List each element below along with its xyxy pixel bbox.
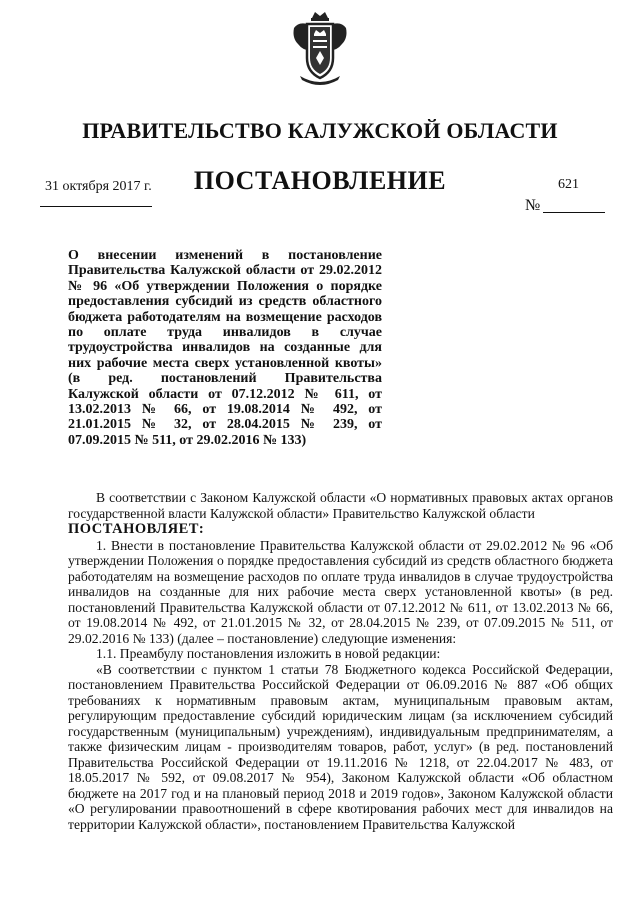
preamble-paragraph bbox=[68, 490, 613, 521]
coat-of-arms-emblem bbox=[290, 10, 350, 90]
resolves-keyword: ПОСТАНОВЛЯЕТ: bbox=[68, 521, 205, 537]
document-type-heading: ПОСТАНОВЛЕНИЕ bbox=[193, 166, 447, 195]
resolves-paragraph bbox=[68, 521, 613, 538]
document-number: 621 bbox=[558, 177, 579, 192]
number-sign: № bbox=[525, 197, 541, 214]
date-underline bbox=[40, 206, 152, 207]
item-1-paragraph: 1. Внести в постановление Правительства Калужской области от 29.02.2012 № 96 «Об утверждении Положения о порядке предоставления субсидий из средств областного бюджета работодателям на возмещение расходов по оплате труда инвалидов в случае трудоустройства инвалидов на созданные для них рабочие места сверх установленной квоты» (в ред. постановлений Правительства Калужской области от 07.12.2012 № 611, от 13.02.2013 № 66, от 19.08.2014 № 492, от 21.01.2015 № 32, от 28.04.2015 № 239, от 07.09.2015 № 511, от 29.02.2016 № 133) (далее – постановление) следующие изменения: bbox=[68, 537, 613, 646]
government-title: ПРАВИТЕЛЬСТВО КАЛУЖСКОЙ ОБЛАСТИ bbox=[82, 118, 558, 143]
number-underline bbox=[543, 212, 605, 213]
document-date: 31 октября 2017 г. bbox=[45, 179, 152, 194]
document-body bbox=[68, 490, 613, 832]
quoted-preamble-paragraph: «В соответствии с пунктом 1 статьи 78 Бюджетного кодекса Российской Федерации, постановлением Правительства Российской Федерации от 06.09.2016 № 887 «Об общих требованиях к нормативным правовым актам, муниципальным правовым актам, регулирующим предоставление субсидий юридическим лицам (за исключением субсидий государственным (муниципальным) учреждениям), индивидуальным предпринимателям, а также физическим лицам - производителям товаров, работ, услуг» (в ред. постановлений Правительства Российской Федерации от 19.11.2016 № 1218, от 22.04.2017 № 483, от 18.05.2017 № 592, от 09.08.2017 № 954), Законом Калужской области «Об областном бюджете на 2017 год и на плановый период 2018 и 2019 годов», Законом Калужской области «О регулировании правоотношений в сфере квотирования рабочих мест для инвалидов на территории Калужской области», постановлением Правительства Калужской bbox=[68, 661, 613, 832]
preamble-text: В соответствии с Законом Калужской области «О нормативных правовых актах органов государственной власти Калужской области» Правительство Калужской области bbox=[68, 490, 613, 521]
item-1-1-paragraph: 1.1. Преамбулу постановления изложить в новой редакции: bbox=[96, 646, 441, 661]
document-subject: О внесении изменений в постановление Правительства Калужской области от 29.02.2012 № 96 «Об утверждении Положения о порядке предоставления субсидий из средств областного бюджета работодателям на возмещение расходов по оплате труда инвалидов в случае трудоустройства инвалидов на созданные для них рабочие места сверх установленной квоты» (в ред. постановлений Правительства Калужской области от 07.12.2012 № 611, от 13.02.2013 № 66, от 19.08.2014 № 492, от 21.01.2015 № 32, от 28.04.2015 № 239, от 07.09.2015 № 511, от 29.02.2016 № 133) bbox=[68, 248, 382, 448]
